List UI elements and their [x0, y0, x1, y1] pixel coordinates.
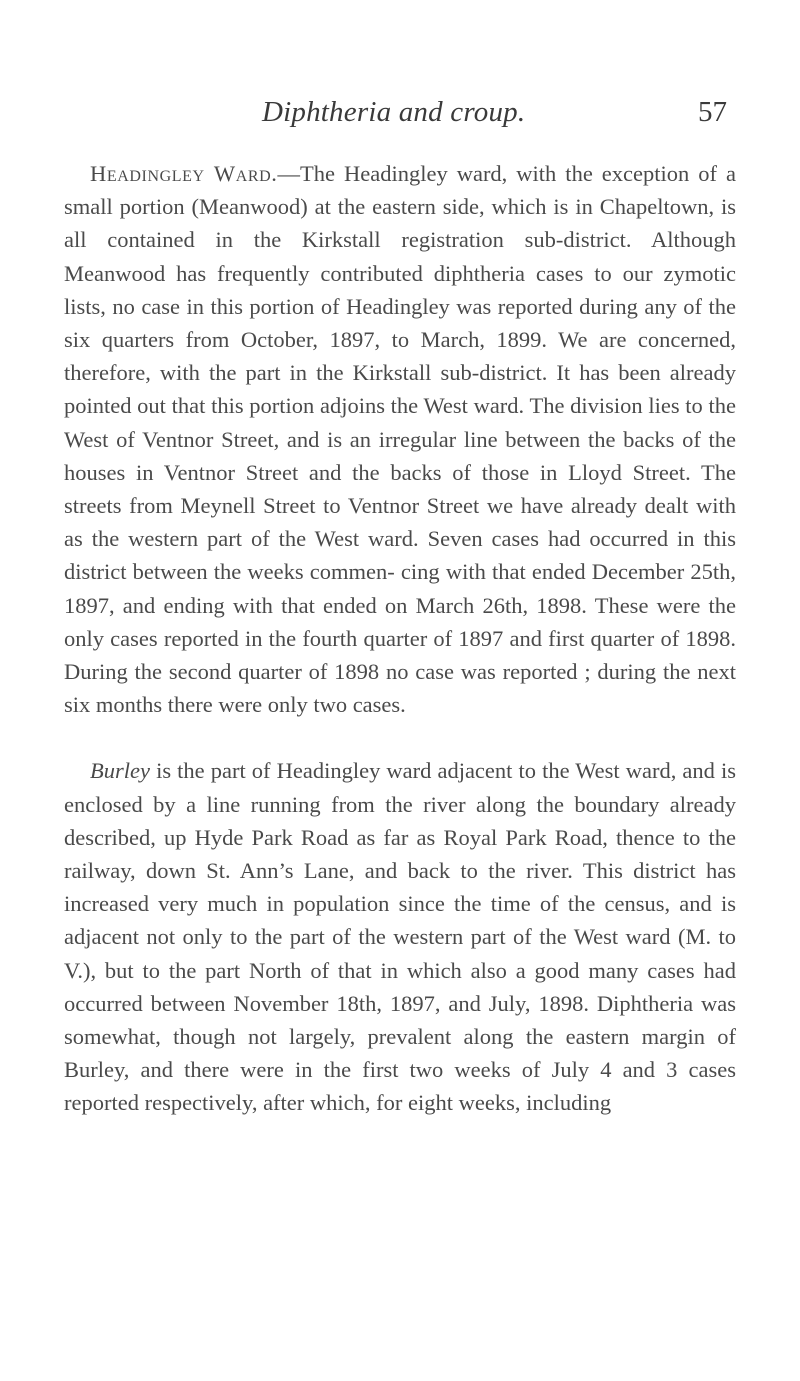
running-title: Diphtheria and croup. — [262, 96, 526, 128]
paragraph-text: is the part of Headingley ward adjacent to the West ward, and is enclosed by a line running from the river along the boundary already described, up Hyde Park Road as far as Royal Park Road, thence to the railway, down St. Ann’s Lane, and back to the river. This district has increased very much in population since the time of the census, and is adjacent not only to the part of the western part of the West ward (M. to V.), but to the part North of that in which also a good many cases had occurred between November 18th, 1897, and July, 1898. Diphtheria was somewhat, though not largely, prevalent along the eastern margin of Burley, and there were in the first two weeks of July 4 and 3 cases reported respectively, after which, for eight weeks, including — [64, 758, 736, 1116]
paragraph-headingley-ward — [64, 157, 736, 721]
body-text — [64, 157, 736, 1120]
paragraph-text: —The Headingley ward, with the exception of a small portion (Meanwood) at the eastern side, which is in Chapeltown, is all contained in the Kirkstall registration sub-district. Although Meanwood has frequently contributed diphtheria cases to our zymotic lists, no case in this portion of Headingley was reported during any of the six quarters from October, 1897, to March, 1899. We are concerned, therefore, with the part in the Kirkstall sub-district. It has been already pointed out that this portion adjoins the West ward. The division lies to the West of Ventnor Street, and is an irregular line between the backs of the houses in Ventnor Street and the backs of those in Lloyd Street. The streets from Meynell Street to Ventnor Street we have already dealt with as the western part of the West ward. Seven cases had occurred in this district between the weeks commen- cing with that ended December 25th, 1897, and ending with that ended on March 26th, 1898. These were the only cases reported in the fourth quarter of 1897 and first quarter of 1898. During the second quarter of 1898 no case was reported ; during the next six months there were only two cases. — [64, 161, 736, 718]
section-heading-headingley-ward: Headingley Ward. — [90, 161, 278, 186]
section-heading-burley: Burley — [90, 758, 150, 784]
page-number: 57 — [698, 96, 727, 128]
paragraph-burley — [64, 754, 736, 1119]
running-head — [0, 96, 800, 136]
